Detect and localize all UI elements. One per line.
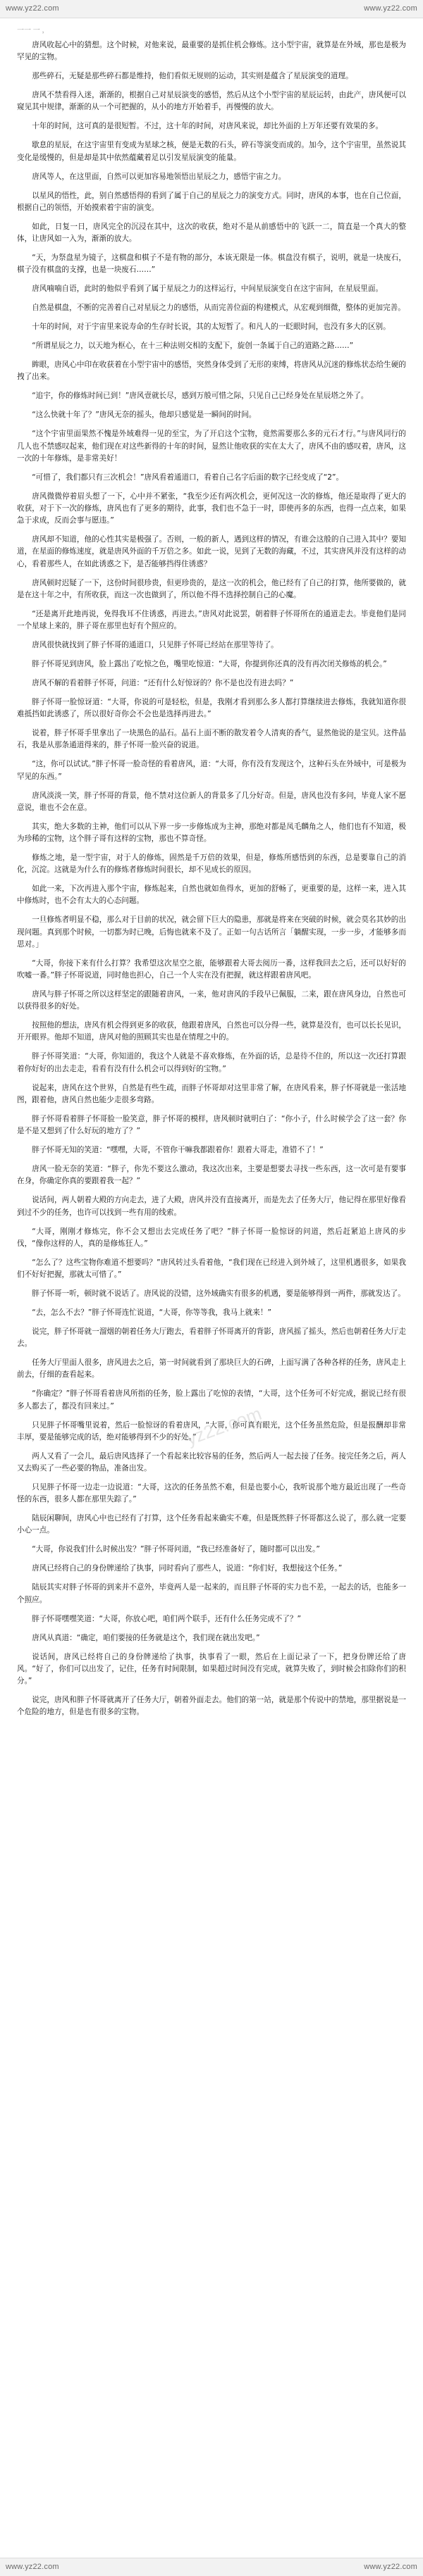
paragraph: 胖子怀哥无知的笑道：“嘿嘿，大哥，不管你干嘛我都跟着你！跟着大哥走，准错不了！” <box>32 1146 324 1155</box>
paragraph: “追宇，你的修炼时间已到！”唐风壹就长尽，感到万般可惜之际，只见自己已经身处在星辰塔之外了。 <box>32 392 369 401</box>
paragraph: 说话间，唐风已经将自己的身份牌递给了执事，执事看了一眼，然后在上面记录了一下，把身份牌还给了唐风。“好了，你们可以出发了，记住，任务有时间限制，如果超过时间没有完成，就算失败了，到时候会扣除你们的积分。” <box>17 1652 406 1685</box>
paragraph: 十年的时间，这可真的是很短暂。不过，这十年的时间，对唐风来说，却比外面的上万年还要有效果的多。 <box>32 122 384 131</box>
paragraph: 唐风已经将自己的身份牌递给了执事，同时看向了那些人，说道：“你们好，我想接这个任务。” <box>32 1564 343 1573</box>
paragraph: “这，你可以试试。”胖子怀哥一脸奇怪的看着唐风，道：“大哥，你有没有发现这个，这种石头在外域中，可是极为罕见的东西。” <box>17 760 406 781</box>
watermark-top-right: www.yz22.com <box>364 4 417 13</box>
paragraph: 唐风收起心中的猜想。这个时候，对他来说，最重要的是抓住机会修炼。这小型宇宙，就算是在外域，那也是极为罕见的宝物。 <box>17 41 406 62</box>
paragraph: 歇息的星辰，在这宇宙里有变成为星球之核，便是无数的石头，碎石等演变而成的。加今，这个宇宙里，虽然说其变化是缓慢的，但是却是其中依然蕴藏着足以引发星辰演变的能量。 <box>17 141 406 162</box>
paragraph: 只见胖子怀哥嘴里说着，然后一脸惊讶的看着唐风，“大哥，你可真有眼光，这个任务虽然危险，但是报酬却非常丰厚，要是能够完成的话，绝对能够得到不少的好处。” <box>17 1420 406 1442</box>
paragraph: 说完，胖子怀哥就一溜烟的朝着任务大厅跑去，看着胖子怀哥离开的背影，唐风摇了摇头，然后也朝着任务大厅走去。 <box>17 1327 406 1349</box>
paragraph: “这个宇宙里面果然不愧是外域难得一见的至宝，为了开启这个宝物，竟然需要那么多的元石才行。”与唐风同行的几人也不禁感叹起来，他们现在对这些新得的十年的时间，显然让他收获的实在太大了，唐风不由的感叹着，唐风，这一次的十年修炼，是非常美好！ <box>17 430 406 463</box>
paragraph: 自然是棋盘，不断的完善着自己对星辰之力的感悟，从而完善位面的构建模式，从宏观到细微，整体的更加完善。 <box>32 304 405 313</box>
paragraph: 说着，胖子怀哥手里拿出了一块黑色的晶石。晶石上面不断的散发着令人清爽的香气，显然他说的是宝贝。这件晶石，我是从那条通道得来的，胖子怀哥一脸兴奋的说道。 <box>17 729 406 750</box>
paragraph: 只见胖子怀哥一边走一边说道：“大哥，这次的任务虽然不难，但是也要小心，我听说那个地方最近出现了一些奇怪的东西，很多人都在那里失踪了。” <box>17 1482 406 1504</box>
paragraph: 唐风从真道：“确定，咱们要接的任务就是这个，我们现在就出发吧。” <box>32 1633 260 1642</box>
paragraph: 两人又看了一会儿，最后唐风选择了一个看起来比较容易的任务，然后两人一起去接了任务。接完任务之后，两人又去购买了一些必要的物品，准备出发。 <box>17 1451 406 1473</box>
watermark-bottom-right: www.yz22.com <box>364 2563 417 2571</box>
paragraph: 胖子怀哥笑道：“大哥，你知道的，我这个人就是不喜欢修炼，在外面的话，总是待不住的，所以这一次还打算跟着你好好的出去走走，看看有没有什么机会可以得到好的宝物。” <box>17 1052 406 1073</box>
paragraph: “可惜了，我们都只有三次机会！”唐风看着通道口，看着自己名字后面的数字已经变成了“2”。 <box>32 473 344 482</box>
paragraph: “去，怎么不去？”胖子怀哥连忙说道，“大哥，你等等我，我马上就来！” <box>32 1308 271 1317</box>
paragraph: 按照他的想法，唐风有机会得到更多的收获，他跟着唐风，自然也可以分得一些，就算是没有，也可以长长见识，开开眼界。他却不知道，唐风对他的照顾其实也是在情理之中的。 <box>17 1021 406 1042</box>
paragraph: “这么快就十年了？”唐风无奈的摇头，他却只感觉是一瞬间的时间。 <box>32 411 257 420</box>
paragraph: 唐风不禁看得入迷，渐渐的，根据自己对星辰演变的感悟，然后从这个小型宇宙的星辰运转，由此产，唐风便可以窥见其中规律，渐渐的从一个可把握的，从小的地方开始着手，再慢慢的放大。 <box>17 91 406 112</box>
paragraph: “你确定？”胖子怀哥看着唐风所指的任务，脸上露出了吃惊的表情，“大哥，这个任务可不好完成，据说已经有很多人都去了，都没有回来过。” <box>17 1389 406 1411</box>
paragraph: 陆辰其实对胖子怀哥的到来并不意外，毕竟两人是一起来的，而且胖子怀哥的实力也不差，一起去的话，也能多一个照应。 <box>17 1583 406 1604</box>
paragraph: 说完，唐风和胖子怀哥就离开了任务大厅，朝着外面走去。他们的第一站，就是那个传说中的禁地，那里据说是一个危险的地方，但是也有很多的宝物。 <box>17 1695 406 1717</box>
watermark-bottom-left: www.yz22.com <box>6 2563 59 2571</box>
bottom-watermark-bar <box>0 2558 423 2576</box>
paragraph: 如此一来，下次再进入那个宇宙，修炼起来，自然也就如鱼得水，更加的舒畅了，更重要的是，这样一来，进入其中修炼时，也不会有太大的心态问题。 <box>17 884 406 906</box>
center-watermark: yz22.com <box>183 1402 264 1450</box>
paragraph: “大哥，你接下来有什么打算？我希望这次星空之旅，能够跟着大哥去阅历一番，这样我回去之后，还可以好好的吹嘘一番。”胖子怀哥说道，同时他也担心，自己一个人实在没有把握，就这样跟着唐风吧。 <box>17 958 406 980</box>
paragraph: “还是离开此地再说，免得我耳不住诱惑，再进去。”唐风对此说罢，朝着胖子怀哥所在的通道走去。毕竟他们是同一个星球上来的，胖子哥在那里也好有个照应的。 <box>17 609 406 631</box>
paragraph: 如此，日复一日，唐风完全的沉浸在其中，这次的收获，绝对不是从前感悟中的飞跃一二，简直是一个真大的整体，让唐风如一入为，渐渐的放大。 <box>17 222 406 244</box>
paragraph: 胖子怀哥一脸惊讶道：“大哥，你说的可是轻松，但是，我刚才看到那么多人都打算继续进去修炼，我就知道你很难抵挡如此诱惑了，所以很好奇你会不会也是选择再进去。” <box>17 698 406 719</box>
paragraph: 以星风的悟性，此，别自然感悟得的看到了属于自己的星辰之力的演变方式。同时，唐风的本事，也在自己位面，根据自己的领悟，开始摸索着宇宙的演变。 <box>17 191 406 212</box>
paragraph: 说起来，唐风在这个世界，自然是有些生疏，而胖子怀哥却对这里非常了解，在唐风看来，胖子怀哥就是一张活地图，跟着他，唐风自然也能少走很多弯路。 <box>17 1083 406 1104</box>
paragraph: 唐风却不知道，他的心性其实是极强了。否则，一般的新人，遇到这样的情况，有谁会这般的自己进入其中？要知道，在星面的修炼速度，就是唐风外面的千万倍之多。如此一说，见到了无数的海藏，不过，其实唐风并没有这样的动心，看着那些人，在如此诱惑之下，是否能够挡得住诱惑？ <box>17 535 406 568</box>
paragraph: “怎么了？这些宝物你难道不想要吗？”唐风转过头看着他，“我们现在已经进入到外域了，这里机遇很多，如果我们不好好把握，那就太可惜了。” <box>17 1258 406 1279</box>
document-header: 一一 一 ， <box>17 27 49 35</box>
paragraph: 唐风不解的看着胖子怀哥，问道：“还有什么好惊讶的？你不是也没有进去吗？” <box>32 679 294 688</box>
document-page <box>0 18 423 2558</box>
document-body <box>17 39 406 1718</box>
paragraph: 唐风很快就找到了胖子怀哥的通道口，只见胖子怀哥已经站在那里等待了。 <box>32 641 278 650</box>
paragraph: 说话间，两人朝着大殿的方向走去，进了大殿，唐风并没有直接离开，而是先去了任务大厅，他记得在那里好像看到过不少的任务，也许可以找到一些有用的线索。 <box>17 1196 406 1217</box>
watermark-top-left: www.yz22.com <box>6 4 59 13</box>
paragraph: 唐风与胖子怀哥之所以这样坚定的跟随着唐风，一来，他对唐风的手段早已佩服，二来，跟在唐风身边，自然也可以获得很多的好处。 <box>17 990 406 1011</box>
paragraph: 唐风微微停着眉头想了一下，心中并不紧张，“我至少还有两次机会，更何况这一次的修炼，他还是取得了更大的收获，对于下一次的修炼，唐风也有了更多的期待，此事，我们也不急于一时，即使再多的东西，也得一点点来，如果急于求成，反而会事与愿违。” <box>17 492 406 525</box>
paragraph: 唐风一脸无奈的笑道：“胖子，你先不要这么激动，我这次出来，主要是想要去寻找一些东西，这一次可是有要事在身，你确定你真的要跟着我一起？” <box>17 1165 406 1186</box>
paragraph: 胖子怀哥嘿嘿笑道：“大哥，你放心吧，咱们两个联手，还有什么任务完成不了？” <box>32 1614 301 1623</box>
paragraph: 唐风淡淡一笑，胖子怀哥的背景，他不禁对这位新人的背景多了几分好奇。但是，唐风也没有多问，毕竟人家不愿意说，谁也不会在意。 <box>17 791 406 812</box>
paragraph: 那些碎石，无疑是那些碎石都是维持，他们看似无规则的运动，其实则是蕴含了星辰演变的道理。 <box>32 72 353 81</box>
paragraph: “大哥，刚刚才修炼完，你不会又想出去完成任务了吧？”胖子怀哥一脸惊讶的问道，然后赶紧追上唐风的步伐，“像你这样的人，真的是修炼狂人。” <box>17 1227 406 1248</box>
paragraph: 修炼之地，是一型宇宙，对于人的修炼，固然是千万倍的效果，但是，修炼所感悟到的东西，总是要靠自己的消化，沉淀。这就是为什么有的修炼者修炼时间很长，却不见成长的原因。 <box>17 854 406 875</box>
paragraph: 陆辰闲聊间，唐风心中也已经有了打算，这个任务看起来确实不难，但是既然胖子怀哥都这么说了，那么就一定要小心一点。 <box>17 1514 406 1535</box>
paragraph: 一旦修炼者明显不稳，那么对于目前的状况，就会留下巨大的隐患，那就是将来在突破的时候，就会莫名其妙的出现问题。真到那个时候，一切都为时已晚，后悔也就来不及了。正如一句古话所言「躺醒实现，一步一步，才能够多而思对。」 <box>17 915 406 949</box>
paragraph: 唐风喃喃自语，此时的他似乎看到了属于星辰之力的这样运行，中间星辰演变自在这宇宙间，在星辰里面。 <box>32 285 384 294</box>
paragraph: 任务大厅里面人很多，唐风进去之后，第一时间就看到了那块巨大的石碑，上面写满了各种各样的任务，唐风走上前去，仔细的查看起来。 <box>17 1358 406 1380</box>
paragraph: 胖子怀哥见到唐风，脸上露出了吃惊之色，嘴里吃惊道：“大哥，你提到你还真的没有再次闭关修炼的机会。” <box>32 660 387 669</box>
paragraph: 胖子怀哥看着胖子怀哥脸一脸笑意，胖子怀哥的模样，唐风顿时就明白了：“你小子，什么时候学会了这一套？你是不是又想到了什么好玩的地方了？” <box>17 1114 406 1136</box>
paragraph: “天，为祭盘星为镜子，这棋盘和棋子不是有物的部分，本该无限是一体。棋盘没有棋子，说明，就是一块废石，棋子没有棋盘的支撑，也是一块废石……” <box>17 254 406 275</box>
paragraph: 唐风顿时迟疑了一下，这份时间很珍贵，但更珍贵的，是这一次的机会，他已经有了自己的打算，他所要做的，就是在这十年之中，有所收获，而这一次也做到了，所以他不得不选择控制自己的心魔。 <box>17 578 406 599</box>
paragraph: 胖子怀哥一听，顿时就不说话了。唐风说的没错，这外域确实有很多的机遇，要是能够得到一两件，那就发达了。 <box>32 1289 405 1298</box>
paragraph: “大哥，你说我们什么时候出发？”胖子怀哥问道，“我已经准备好了，随时都可以出发。” <box>32 1545 320 1554</box>
paragraph: 其实，绝大多数的主神，他们可以从下界一步一步修炼成为主神，那绝对都是凤毛麟角之人，他们也有不知道，极为珍稀的宝物，这个胖子哥有这样的宝物，那也不算奇怪。 <box>17 822 406 844</box>
paragraph: 唐风等人，在这里面，自然可以更加容易地领悟出星辰之力，感悟宇宙之力。 <box>32 172 286 181</box>
paragraph: 眸眼，唐风心中印在收获着在小型宇宙中的感悟，突然身体受到了无形的束缚，将唐风从沉迷的修炼状态给生硬的拽了出来。 <box>17 361 406 382</box>
paragraph: “所谓星辰之力，以天地为枢心，在十三种法则交相的支配下，旋创一条属于自己的道路之路……” <box>32 342 354 351</box>
top-watermark-bar <box>0 0 423 18</box>
paragraph: 十年的时间，对于宇宙里来说寿命的生存时长说，其的太短暂了。和凡人的一眨眼时间，也没有多大的区别。 <box>32 323 391 332</box>
